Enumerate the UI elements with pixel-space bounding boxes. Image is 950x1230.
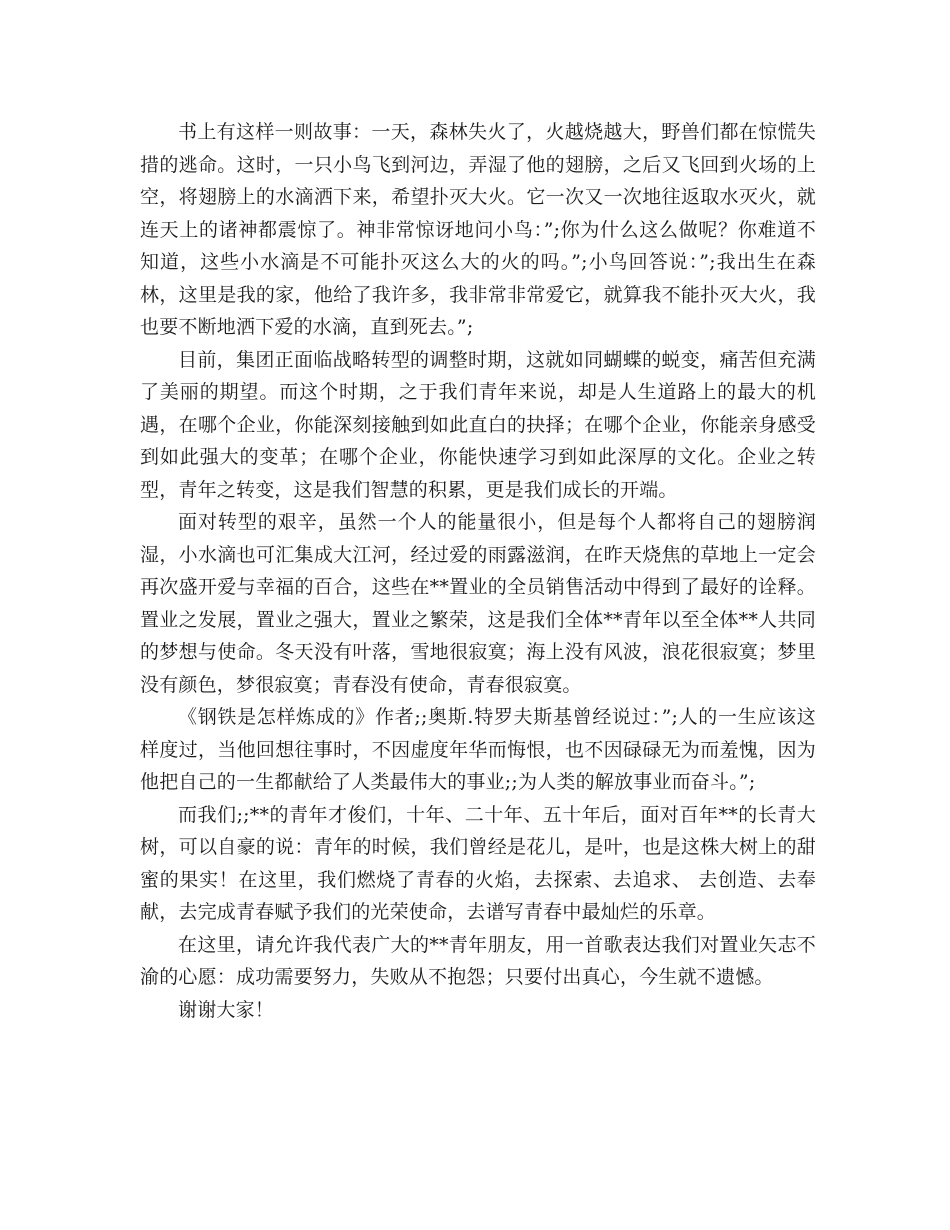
paragraph-steel-quote: 《钢铁是怎样炼成的》作者;;奥斯.特罗夫斯基曾经说过：”;人的一生应该这样度过，当他回想往事时，不因虚度年华而悔恨，也不因碌碌无为而羞愧，因为他把自己的一生都献给了人类最伟大的事业;;为人类的解放事业而奋斗。”;	[140, 706, 816, 793]
paragraph-wish: 在这里，请允许我代表广大的**青年朋友，用一首歌表达我们对置业矢志不渝的心愿：成功需要努力，失败从不抱怨；只要付出真心，今生就不遗憾。	[140, 933, 816, 988]
paragraph-bird-story: 书上有这样一则故事：一天，森林失火了，火越烧越大，野兽们都在惊慌失措的逃命。这时，一只小鸟飞到河边，弄湿了他的翅膀，之后又飞回到火场的上空，将翅膀上的水滴洒下来，希望扑灭大火。它一次又一次地往返取水灭火，就连天上的诸神都震惊了。神非常惊讶地问小鸟：”;你为什么这么做呢？你难道不知道，这些小水滴是不可能扑灭这么大的火的吗。”;小鸟回答说：”;我出生在森林，这里是我的家，他给了我许多，我非常非常爱它，就算我不能扑灭大火，我也要不断地洒下爱的水滴，直到死去。”;	[140, 121, 816, 338]
document-body	[140, 116, 816, 1026]
paragraph-facing-hardship: 面对转型的艰辛，虽然一个人的能量很小，但是每个人都将自己的翅膀润湿，小水滴也可汇集成大江河，经过爱的雨露滋润，在昨天烧焦的草地上一定会再次盛开爱与幸福的百合，这些在**置业的全员销售活动中得到了最好的诠释。置业之发展，置业之强大，置业之繁荣，这是我们全体**青年以至全体**人共同的梦想与使命。冬天没有叶落，雪地很寂寞；海上没有风波，浪花很寂寞；梦里没有颜色，梦很寂寞；青春没有使命，青春很寂寞。	[140, 511, 816, 696]
paragraph-group-transformation: 目前，集团正面临战略转型的调整时期，这就如同蝴蝶的蜕变，痛苦但充满了美丽的期望。而这个时期，之于我们青年来说，却是人生道路上的最大的机遇，在哪个企业，你能深刻接触到如此直白的抉择；在哪个企业，你能亲身感受到如此强大的变革；在哪个企业，你能快速学习到如此深厚的文化。企业之转型，青年之转变，这是我们智慧的积累，更是我们成长的开端。	[140, 348, 816, 501]
paragraph-youth-pride: 而我们;;**的青年才俊们，十年、二十年、五十年后，面对百年**的长青大树，可以自豪的说：青年的时候，我们曾经是花儿，是叶，也是这株大树上的甜蜜的果实！在这里，我们燃烧了青春的火焰，去探索、去追求、 去创造、去奉献，去完成青春赋予我们的光荣使命，去谱写青春中最灿烂的乐章。	[140, 803, 816, 923]
paragraph-thanks: 谢谢大家！	[178, 998, 275, 1021]
